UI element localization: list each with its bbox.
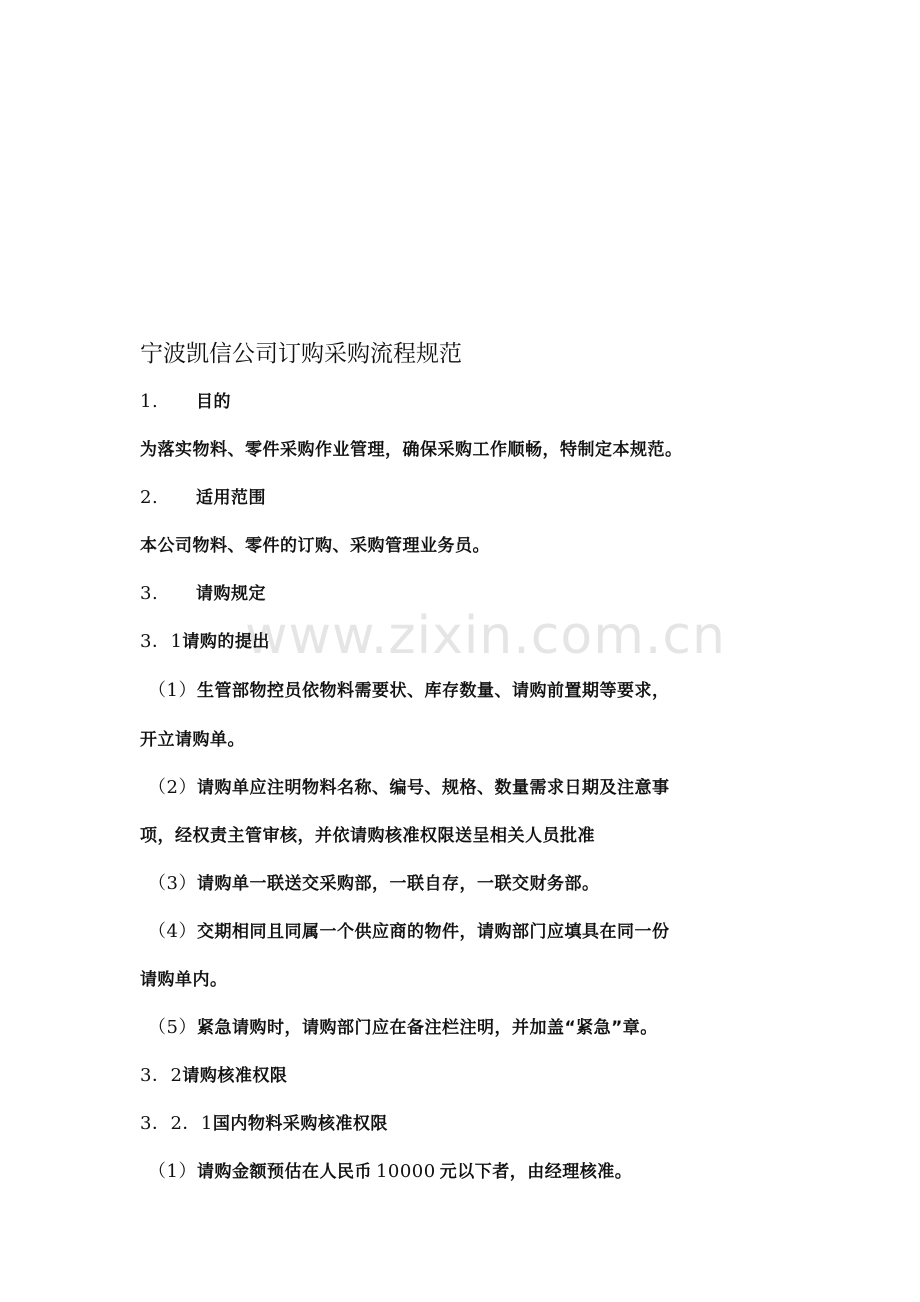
item-text-post: 元以下者，由经理核准。 xyxy=(439,1162,633,1182)
section-number: 3．1 xyxy=(140,631,183,652)
amount-value: 10000 xyxy=(375,1161,436,1182)
watermark: www.zixin.com.cn xyxy=(245,606,726,666)
list-item-3 xyxy=(148,872,599,896)
section-2-body: 本公司物料、零件的订购、采购管理业务员。 xyxy=(140,536,490,556)
section-title: 请购的提出 xyxy=(182,632,270,652)
item-text: 紧急请购时，请购部门应在备注栏注明，并加盖“紧急”章。 xyxy=(196,1018,658,1038)
section-1-heading xyxy=(140,390,231,414)
item-text: 生管部物控员依物料需要状、库存数量、请购前置期等要求， xyxy=(196,681,670,701)
item-text: 请购单应注明物料名称、编号、规格、数量需求日期及注意事 xyxy=(196,778,670,798)
section-title: 请购核准权限 xyxy=(182,1066,288,1086)
section-title: 目的 xyxy=(196,392,231,412)
list-item-4 xyxy=(148,920,669,944)
section-2-heading xyxy=(140,486,266,510)
list-item-1-cont: 开立请购单。 xyxy=(140,730,245,750)
subsection-3-1-heading xyxy=(140,630,270,654)
approval-item-1 xyxy=(148,1160,632,1184)
section-title: 国内物料采购核准权限 xyxy=(212,1114,388,1134)
item-number: （4） xyxy=(148,921,197,942)
list-item-2-cont: 项，经权责主管审核，并依请购核准权限送呈相关人员批准 xyxy=(140,826,595,846)
section-number: 3．2 xyxy=(140,1065,183,1086)
section-title: 适用范围 xyxy=(196,488,266,508)
section-1-body: 为落实物料、零件采购作业管理，确保采购工作顺畅，特制定本规范。 xyxy=(140,440,683,460)
section-number: 3．2．1 xyxy=(140,1113,213,1134)
section-number: 1. xyxy=(140,391,159,412)
list-item-2 xyxy=(148,776,669,800)
page-title: 宁波凯信公司订购采购流程规范 xyxy=(140,341,462,367)
subsection-3-2-1-heading xyxy=(140,1112,388,1136)
item-number: （2） xyxy=(148,777,197,798)
item-number: （5） xyxy=(148,1017,197,1038)
list-item-5 xyxy=(148,1016,658,1040)
item-number: （1） xyxy=(148,680,197,701)
list-item-1 xyxy=(148,679,669,703)
item-text-pre: 请购金额预估在人民币 xyxy=(196,1162,372,1182)
item-number: （3） xyxy=(148,873,197,894)
item-text: 交期相同且同属一个供应商的物件，请购部门应填具在同一份 xyxy=(196,922,670,942)
item-number: （1） xyxy=(148,1161,197,1182)
section-3-heading xyxy=(140,582,266,606)
subsection-3-2-heading xyxy=(140,1064,287,1088)
section-title: 请购规定 xyxy=(196,584,266,604)
section-number: 2. xyxy=(140,487,159,508)
section-number: 3. xyxy=(140,583,159,604)
item-text: 请购单一联送交采购部，一联自存，一联交财务部。 xyxy=(196,874,600,894)
list-item-4-cont: 请购单内。 xyxy=(140,970,228,990)
